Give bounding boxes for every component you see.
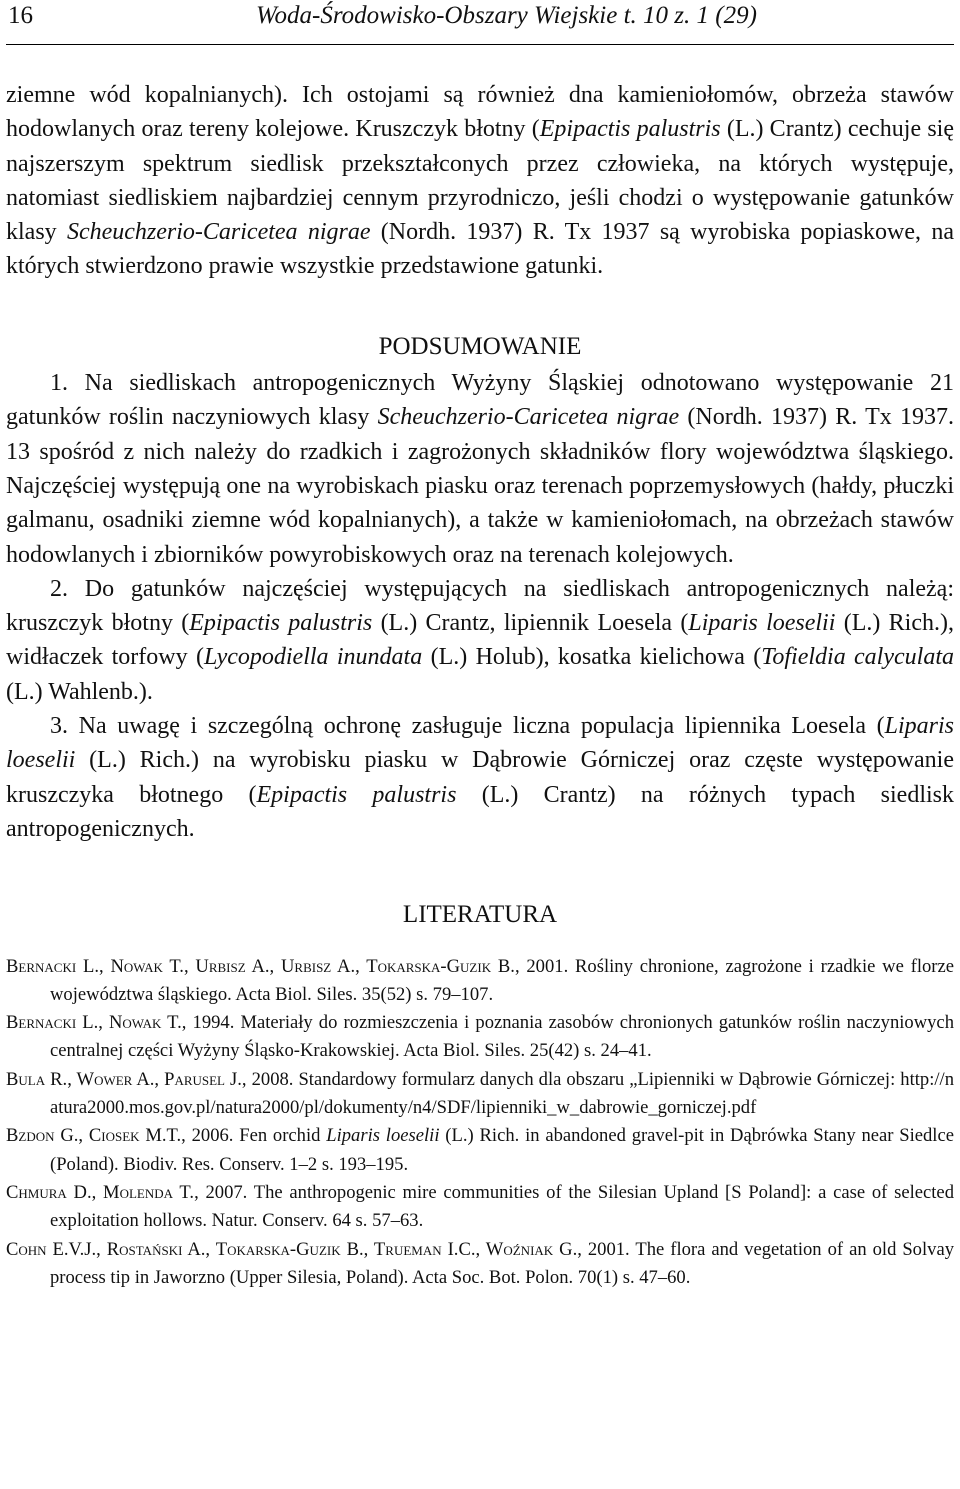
text-run: (L.) Rich.) na wyrobisku piasku w Dąbrowie Górniczej oraz częste występowanie kruszczyka błotnego ( <box>6 747 954 808</box>
italic-taxon: Liparis loeselii <box>688 610 836 637</box>
text-run: (L.) Wahlenb.). <box>6 678 153 705</box>
italic-taxon: Epipactis palustris <box>256 781 457 808</box>
text-run: (L.) Crantz, lipiennik Loesela ( <box>372 610 689 637</box>
author-names: Bernacki L., Nowak T., Urbisz A., Urbisz A., Tokarska-Guzik B. <box>6 955 515 977</box>
summary-point-1 <box>6 366 954 572</box>
reference-entry <box>6 1179 954 1236</box>
text-run: , 2006. Fen orchid <box>181 1125 327 1147</box>
text-run: , 2008. Standardowy formularz danych dla obszaru „Lipienniki w Dąbrowie Górniczej: <box>241 1068 901 1090</box>
reference-entry <box>6 953 954 1010</box>
italic-taxon: Liparis loeselii <box>326 1125 440 1147</box>
text-run: (L.) Crantz) na różnych typach siedlisk antropogenicznych. <box>6 781 954 842</box>
italic-taxon: Scheuchzerio-Caricetea nigrae <box>66 219 371 246</box>
text-run: , 2001. Rośliny chronione, zagrożone i rzadkie we florze województwa śląskiego. Acta Biol. Siles. 35(52) s. 79–107. <box>50 955 955 1005</box>
text-run: (L.) Holub), kosatka kielichowa ( <box>422 644 762 671</box>
reference-entry <box>6 1009 954 1066</box>
intro-paragraph <box>6 78 954 284</box>
italic-taxon: Lycopodiella inundata <box>203 644 423 671</box>
author-names: Chmura D., Molenda T. <box>6 1181 195 1203</box>
italic-taxon: Scheuchzerio-Caricetea nigrae <box>377 404 680 431</box>
reference-entry <box>6 1236 954 1293</box>
reference-entry <box>6 1066 954 1123</box>
summary-point-2 <box>6 572 954 709</box>
text-run: (L.) Rich.), widłaczek torfowy ( <box>6 610 954 671</box>
journal-title: Woda-Środowisko-Obszary Wiejskie t. 10 z. 1 (29) <box>256 2 757 29</box>
text-run: , 1994. Materiały do rozmieszczenia i poznania zasobów chronionych gatunków roślin naczyniowych centralnej części Wyżyny Śląsko-Krakowskiej. Acta Biol. Siles. 25(42) s. 24–41. <box>50 1012 954 1062</box>
summary-heading: PODSUMOWANIE <box>378 332 582 360</box>
reference-url[interactable]: http://natura2000.mos.gov.pl/natura2000/pl/dokumenty/n4/SDF/lipienniki_w_dabrowie_gorniczej.pdf <box>50 1068 954 1119</box>
summary-point-3 <box>6 709 954 846</box>
literature-heading: LITERATURA <box>402 901 558 929</box>
text-run: (Nordh. 1937) R. Tx 1937 są wyrobiska popiaskowe, na których stwierdzono prawie wszystkie przedstawione gatunki. <box>6 219 954 280</box>
italic-taxon: Tofieldia calyculata <box>761 644 954 671</box>
italic-taxon: Liparis loeselii <box>6 713 954 774</box>
body-text <box>6 78 954 933</box>
text-run: 1. Na siedliskach antropogenicznych Wyżyny Śląskiej odnotowano występowanie 21 gatunków roślin naczyniowych klasy <box>6 370 954 431</box>
italic-taxon: Epipactis palustris <box>539 116 721 143</box>
text-run: , 2007. The anthropogenic mire communities of the Silesian Upland [S Poland]: a case of selected exploitation hollows. Natur. Conserv. 64 s. 57–63. <box>50 1181 954 1232</box>
author-names: Bernacki L., Nowak T. <box>6 1012 182 1034</box>
text-run: (L.) Crantz) cechuje się najszerszym spektrum siedlisk przekształconych przez człowieka, na których występuje, natomiast siedliskiem najbardziej cennym przyrodniczo, jeśli chodzi o występowanie gatunków klasy <box>6 116 954 246</box>
text-run: (L.) Rich. in abandoned gravel-pit in Dąbrówka Stany near Siedlce (Poland). Biodiv. Res. Conserv. 1–2 s. 193–195. <box>50 1125 954 1175</box>
author-names: Bzdon G., Ciosek M.T. <box>6 1125 182 1147</box>
italic-taxon: Epipactis palustris <box>189 610 373 637</box>
text-run: , 2001. The flora and vegetation of an old Solvay process tip in Jaworzno (Upper Silesia, Poland). Acta Soc. Bot. Polon. 70(1) s. 47–60. <box>50 1238 954 1288</box>
text-run: (Nordh. 1937) R. Tx 1937. 13 spośród z nich należy do rzadkich i zagrożonych składników flory województwa śląskiego. Najczęściej występują one na wyrobiskach piasku oraz terenach poprzemysłowych (hałdy, płuczki galmanu, osadniki ziemne wód kopalnianych), a także w kamieniołomach, na obrzeżach stawów hodowlanych i zbiorników powyrobiskowych oraz na terenach kolejowych. <box>6 404 955 568</box>
text-run: 2. Do gatunków najczęściej występujących na siedliskach antropogenicznych należą: kruszczyk błotny ( <box>6 575 954 637</box>
reference-list <box>6 953 954 1293</box>
author-names: Bula R., Wower A., Parusel J. <box>6 1068 242 1090</box>
reference-entry <box>6 1122 954 1179</box>
running-header <box>6 0 954 45</box>
text-run: ziemne wód kopalnianych). Ich ostojami są również dna kamieniołomów, obrzeża stawów hodowlanych oraz tereny kolejowe. Kruszczyk błotny ( <box>6 82 954 143</box>
author-names: Cohn E.V.J., Rostański A., Tokarska-Guzik B., Trueman I.C., Woźniak G. <box>6 1238 578 1260</box>
text-run: 3. Na uwagę i szczególną ochronę zasługuje liczna populacja lipiennika Loesela ( <box>50 713 885 740</box>
page-number: 16 <box>8 2 33 29</box>
